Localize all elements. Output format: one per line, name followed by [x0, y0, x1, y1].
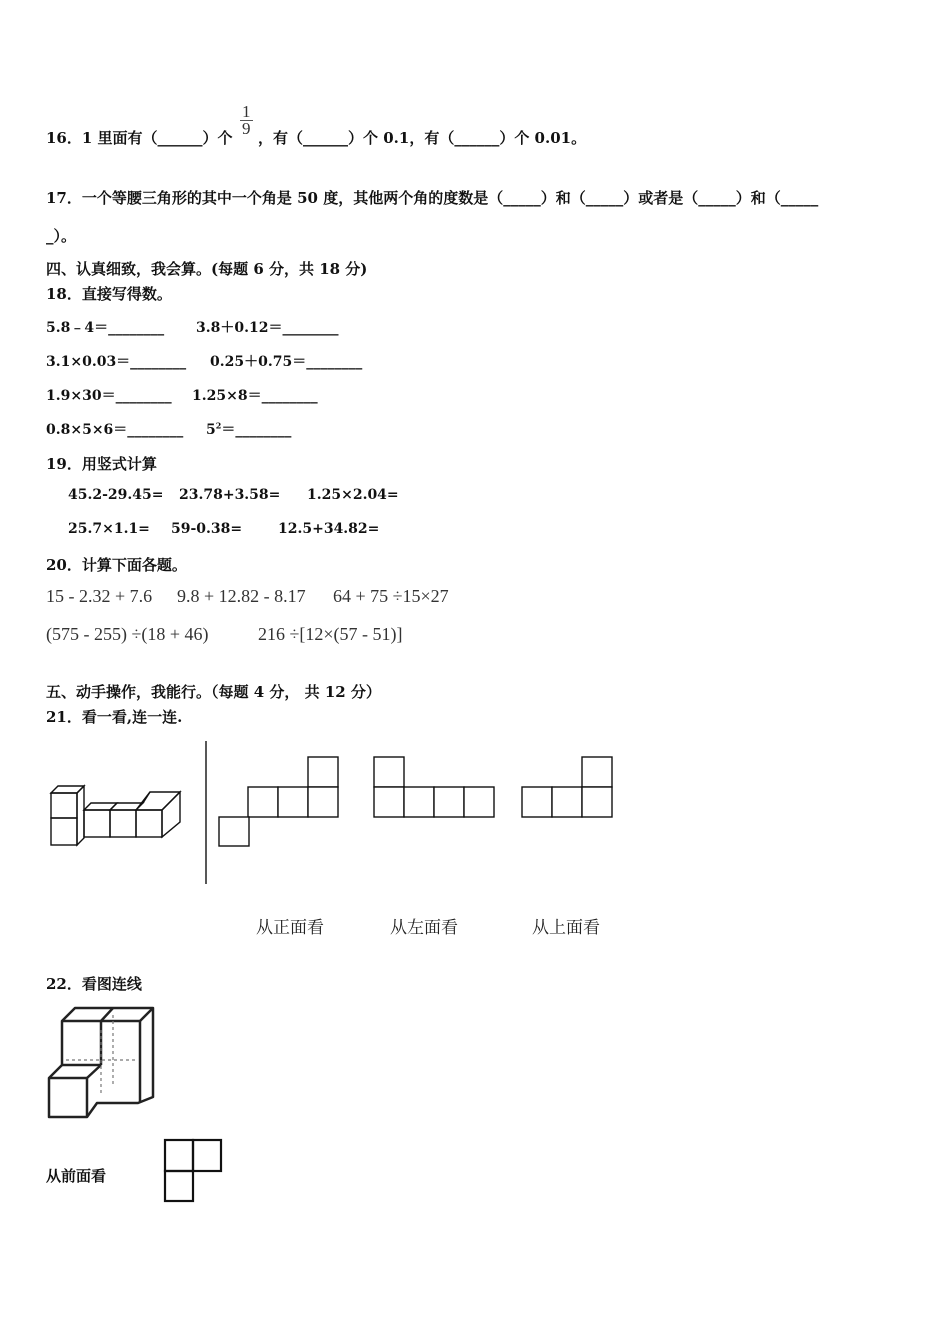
question-21-title: 21．看一看,连一连.: [46, 708, 183, 726]
q19-r2-c1: 25.7×1.1=: [68, 521, 150, 537]
q18-r1-c1: 5.8﹣4＝________: [46, 320, 165, 336]
question-19-title: 19．用竖式计算: [46, 455, 157, 473]
q18-r2-c1: 3.1×0.03＝________: [46, 354, 187, 370]
cube-solid-figure: [51, 786, 180, 845]
fraction-numerator: 1: [242, 102, 251, 121]
q19-r2-c2: 59-0.38=: [171, 521, 243, 537]
q18-r4-c1: 0.8×5×6＝________: [46, 422, 184, 438]
q18-r1-c2: 3.8＋0.12＝________: [196, 320, 339, 336]
q20-r1-c1: 15 - 2.32 + 7.6: [46, 586, 153, 606]
q19-r1-c1: 45.2-29.45=: [68, 487, 164, 503]
q19-r1-c2: 23.78+3.58=: [179, 487, 281, 503]
q16-suffix: ，有（______）个 0.1，有（______）个 0.01。: [258, 129, 587, 147]
q19-r2-c3: 12.5+34.82=: [278, 521, 380, 537]
power-base: 5: [206, 422, 216, 438]
label-left-view: 从左面看: [390, 918, 458, 938]
q20-r2-c2: 216 ÷[12×(57 - 51)]: [258, 624, 403, 644]
q18-r3-c2: 1.25×8＝________: [192, 388, 318, 404]
section-5-heading: 五、动手操作，我能行。（每题 4 分， 共 12 分）: [46, 683, 381, 701]
fraction-denominator: 9: [242, 119, 251, 138]
view-option-3: [522, 757, 612, 817]
label-top-view: 从上面看: [532, 918, 600, 938]
view-option-2: [374, 757, 494, 817]
question-20-title: 20．计算下面各题。: [46, 556, 187, 574]
question-17-line1: 17．一个等腰三角形的其中一个角是 50 度，其他两个角的度数是（_____）和（_____）或者是（_____）和（_____: [46, 189, 819, 207]
question-18-title: 18．直接写得数。: [46, 285, 172, 303]
power-rest: ＝________: [221, 422, 292, 438]
q19-r1-c3: 1.25×2.04=: [307, 487, 399, 503]
q16-prefix: 16．1 里面有（______）个: [46, 129, 233, 147]
power-exponent: 2: [215, 420, 222, 431]
q22-front-view: [165, 1140, 221, 1201]
q20-r2-c1: (575 - 255) ÷(18 + 46): [46, 624, 209, 644]
question-17-line2: _）。: [46, 227, 77, 245]
q20-r1-c3: 64 + 75 ÷15×27: [333, 586, 449, 606]
q20-r1-c2: 9.8 + 12.82 - 8.17: [177, 586, 306, 606]
label-front-view: 从正面看: [256, 918, 324, 938]
label-from-front: 从前面看: [46, 1167, 107, 1185]
q18-r2-c2: 0.25＋0.75＝________: [210, 354, 363, 370]
q18-r3-c1: 1.9×30＝________: [46, 388, 172, 404]
section-4-heading: 四、认真细致，我会算。(每题 6 分，共 18 分): [46, 260, 368, 278]
view-option-1: [219, 757, 338, 846]
question-22-title: 22．看图连线: [46, 975, 142, 993]
